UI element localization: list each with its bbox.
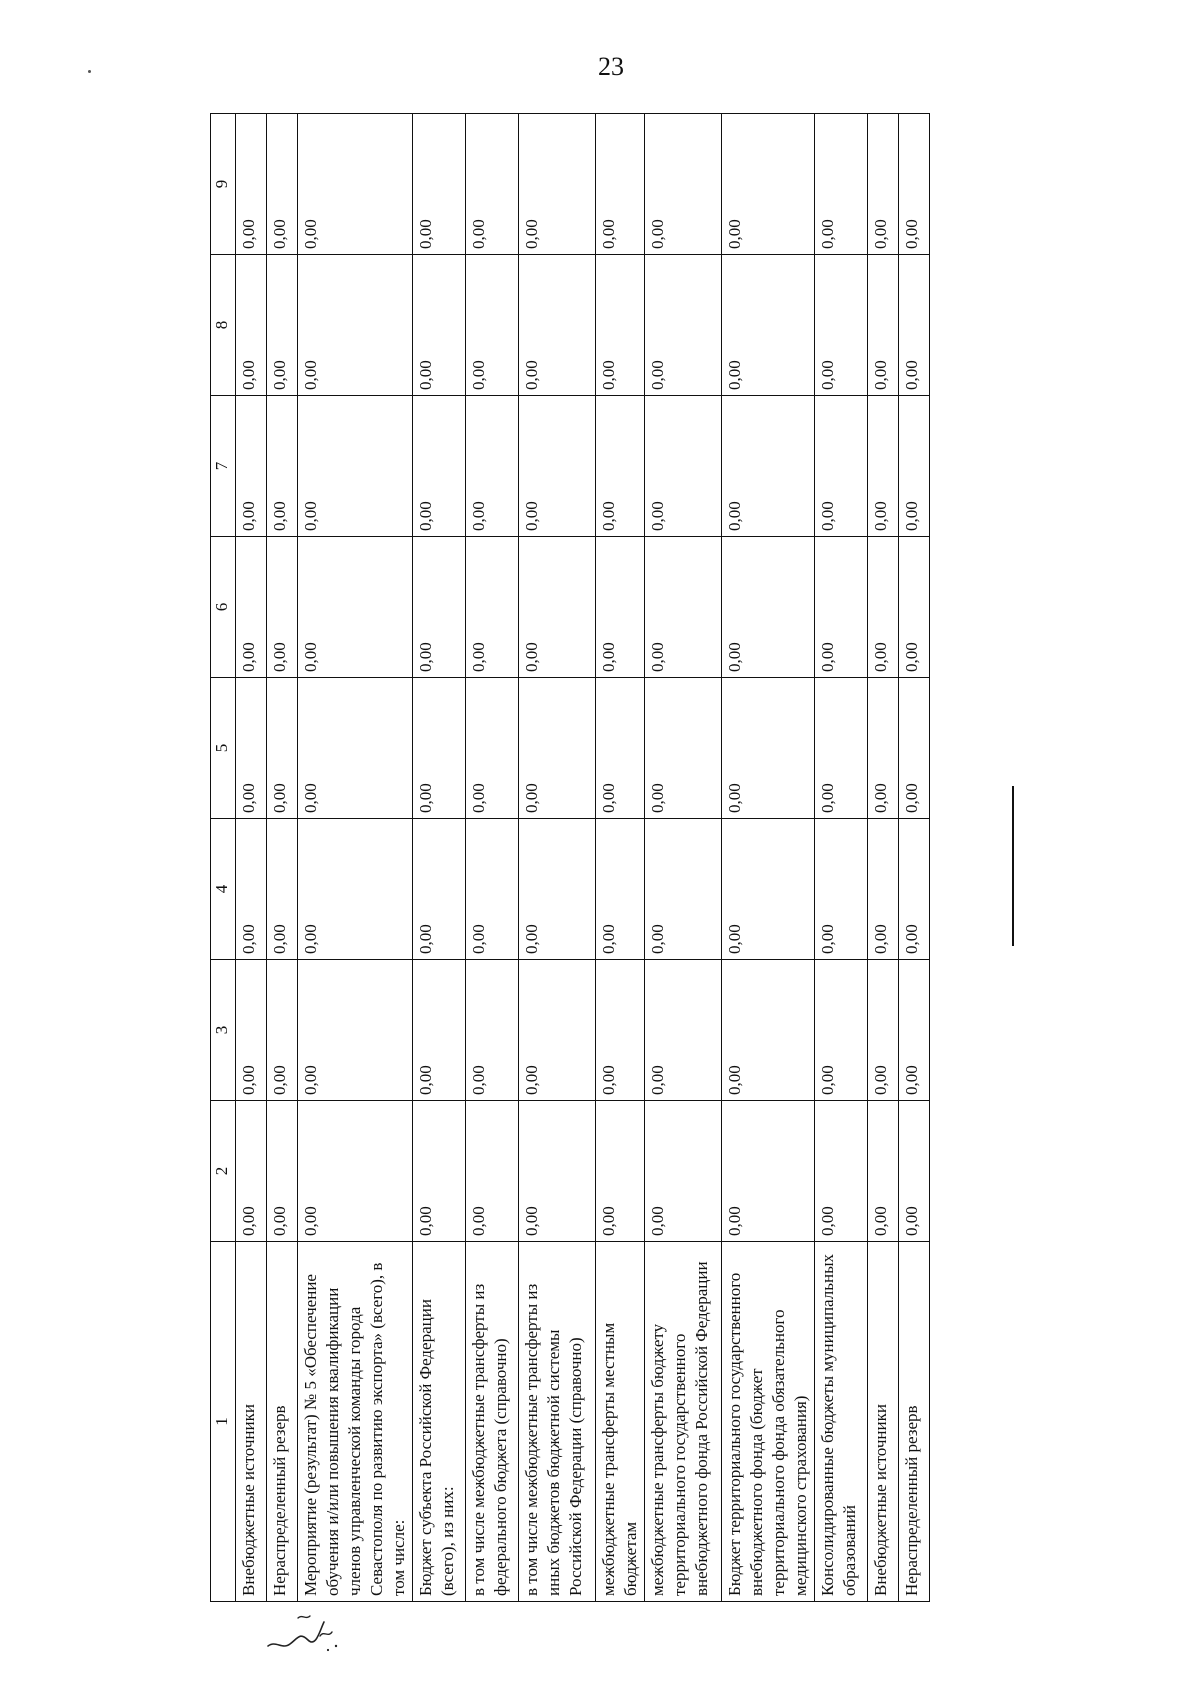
- table-row: [466, 114, 519, 1602]
- table-header-row: [211, 114, 236, 1602]
- handwritten-signature: [262, 1600, 352, 1660]
- table-cell: 0,00: [722, 678, 815, 819]
- table-cell: 0,00: [722, 114, 815, 255]
- table-cell: 0,00: [899, 960, 930, 1101]
- table-cell: 0,00: [519, 1101, 596, 1242]
- table-cell: 0,00: [298, 114, 413, 255]
- row-label: Бюджет субъекта Российской Федерации (всего), из них:: [413, 1242, 466, 1602]
- row-label: в том числе межбюджетные трансферты из федерального бюджета (справочно): [466, 1242, 519, 1602]
- page-number: 23: [598, 52, 624, 81]
- column-header: 4: [211, 819, 236, 960]
- table-cell: 0,00: [413, 819, 466, 960]
- budget-table: [210, 113, 930, 1602]
- table-cell: 0,00: [236, 678, 267, 819]
- table-cell: 0,00: [868, 255, 899, 396]
- table-cell: 0,00: [868, 1101, 899, 1242]
- table-cell: 0,00: [267, 678, 298, 819]
- table-cell: 0,00: [645, 678, 722, 819]
- table-cell: 0,00: [722, 819, 815, 960]
- table-cell: 0,00: [722, 537, 815, 678]
- column-header: 3: [211, 960, 236, 1101]
- row-label: Бюджет территориального государственного внебюджетного фонда (бюджет территориального фонда обязательного медицинского страхования): [722, 1242, 815, 1602]
- table-cell: 0,00: [298, 537, 413, 678]
- table-cell: 0,00: [645, 1101, 722, 1242]
- table-cell: 0,00: [466, 960, 519, 1101]
- table-cell: 0,00: [236, 819, 267, 960]
- table-cell: 0,00: [815, 1101, 868, 1242]
- table-cell: 0,00: [466, 1101, 519, 1242]
- table-cell: 0,00: [815, 678, 868, 819]
- row-label: межбюджетные трансферты бюджету территориального государственного внебюджетного фонда Российской Федерации: [645, 1242, 722, 1602]
- table-row: [596, 114, 645, 1602]
- table-cell: 0,00: [815, 960, 868, 1101]
- table-cell: 0,00: [596, 396, 645, 537]
- table-cell: 0,00: [815, 396, 868, 537]
- table-cell: 0,00: [722, 255, 815, 396]
- table-cell: 0,00: [519, 819, 596, 960]
- table-cell: 0,00: [899, 537, 930, 678]
- table-cell: 0,00: [298, 819, 413, 960]
- table-cell: 0,00: [596, 114, 645, 255]
- scan-speck: [88, 70, 91, 73]
- row-label: Нераспределенный резерв: [267, 1242, 298, 1602]
- table-cell: 0,00: [466, 678, 519, 819]
- table-cell: 0,00: [815, 537, 868, 678]
- table-cell: 0,00: [519, 396, 596, 537]
- table-row: [815, 114, 868, 1602]
- table-cell: 0,00: [413, 114, 466, 255]
- table-cell: 0,00: [466, 819, 519, 960]
- table-cell: 0,00: [722, 960, 815, 1101]
- table-cell: 0,00: [466, 114, 519, 255]
- table-cell: 0,00: [298, 678, 413, 819]
- table-cell: 0,00: [596, 819, 645, 960]
- table-cell: 0,00: [236, 1101, 267, 1242]
- table-cell: 0,00: [899, 819, 930, 960]
- table-cell: 0,00: [868, 678, 899, 819]
- row-label: межбюджетные трансферты местным бюджетам: [596, 1242, 645, 1602]
- table-cell: 0,00: [596, 537, 645, 678]
- row-label: в том числе межбюджетные трансферты из иных бюджетов бюджетной системы Российской Федерации (справочно): [519, 1242, 596, 1602]
- table-cell: 0,00: [815, 255, 868, 396]
- row-label: Внебюджетные источники: [868, 1242, 899, 1602]
- table-cell: 0,00: [413, 396, 466, 537]
- table-cell: 0,00: [466, 255, 519, 396]
- table-cell: 0,00: [267, 1101, 298, 1242]
- table-cell: 0,00: [413, 678, 466, 819]
- table-row: [722, 114, 815, 1602]
- end-separator-line: [1012, 786, 1014, 946]
- table-cell: 0,00: [645, 960, 722, 1101]
- table-cell: 0,00: [413, 255, 466, 396]
- table-cell: 0,00: [236, 960, 267, 1101]
- table-cell: 0,00: [267, 819, 298, 960]
- column-header: 8: [211, 255, 236, 396]
- table-cell: 0,00: [236, 255, 267, 396]
- table-cell: 0,00: [899, 396, 930, 537]
- table-cell: 0,00: [236, 537, 267, 678]
- table-cell: 0,00: [267, 255, 298, 396]
- table-cell: 0,00: [267, 396, 298, 537]
- table-cell: 0,00: [267, 537, 298, 678]
- table-cell: 0,00: [413, 1101, 466, 1242]
- table-cell: 0,00: [298, 1101, 413, 1242]
- table-row: [519, 114, 596, 1602]
- table-cell: 0,00: [596, 960, 645, 1101]
- table-cell: 0,00: [899, 255, 930, 396]
- row-label: Внебюджетные источники: [236, 1242, 267, 1602]
- row-label: Мероприятие (результат) № 5 «Обеспечение обучения и/или повышения квалификации членов управленческой команды города Севастополя по развитию экспорта» (всего), в том числе:: [298, 1242, 413, 1602]
- table-cell: 0,00: [899, 114, 930, 255]
- table-cell: 0,00: [267, 960, 298, 1101]
- table-cell: 0,00: [645, 114, 722, 255]
- table-cell: 0,00: [298, 960, 413, 1101]
- column-header: 1: [211, 1242, 236, 1602]
- table-row: [413, 114, 466, 1602]
- table-row: [267, 114, 298, 1602]
- table-cell: 0,00: [645, 255, 722, 396]
- table-cell: 0,00: [519, 960, 596, 1101]
- table-cell: 0,00: [899, 678, 930, 819]
- row-label: Консолидированные бюджеты муниципальных образований: [815, 1242, 868, 1602]
- column-header: 7: [211, 396, 236, 537]
- table-row: [899, 114, 930, 1602]
- column-header: 5: [211, 678, 236, 819]
- table-cell: 0,00: [236, 396, 267, 537]
- table-cell: 0,00: [645, 537, 722, 678]
- table-cell: 0,00: [298, 255, 413, 396]
- table-cell: 0,00: [868, 396, 899, 537]
- table-row: [868, 114, 899, 1602]
- table-cell: 0,00: [899, 1101, 930, 1242]
- table-cell: 0,00: [519, 678, 596, 819]
- column-header: 6: [211, 537, 236, 678]
- table-cell: 0,00: [298, 396, 413, 537]
- table-cell: 0,00: [519, 537, 596, 678]
- table-cell: 0,00: [815, 114, 868, 255]
- table-cell: 0,00: [466, 396, 519, 537]
- table-cell: 0,00: [466, 537, 519, 678]
- table-cell: 0,00: [519, 114, 596, 255]
- table-cell: 0,00: [519, 255, 596, 396]
- rotated-table-wrapper: [210, 114, 958, 1602]
- table-cell: 0,00: [267, 114, 298, 255]
- table-cell: 0,00: [596, 255, 645, 396]
- table-cell: 0,00: [645, 396, 722, 537]
- table-row: [645, 114, 722, 1602]
- table-cell: 0,00: [236, 114, 267, 255]
- table-cell: 0,00: [645, 819, 722, 960]
- table-cell: 0,00: [722, 396, 815, 537]
- table-cell: 0,00: [596, 678, 645, 819]
- table-cell: 0,00: [413, 537, 466, 678]
- table-cell: 0,00: [815, 819, 868, 960]
- table-cell: 0,00: [868, 537, 899, 678]
- table-cell: 0,00: [868, 114, 899, 255]
- column-header: 2: [211, 1101, 236, 1242]
- table-cell: 0,00: [413, 960, 466, 1101]
- table-cell: 0,00: [722, 1101, 815, 1242]
- table-row: [236, 114, 267, 1602]
- table-cell: 0,00: [596, 1101, 645, 1242]
- row-label: Нераспределенный резерв: [899, 1242, 930, 1602]
- table-row: [298, 114, 413, 1602]
- column-header: 9: [211, 114, 236, 255]
- table-cell: 0,00: [868, 960, 899, 1101]
- table-cell: 0,00: [868, 819, 899, 960]
